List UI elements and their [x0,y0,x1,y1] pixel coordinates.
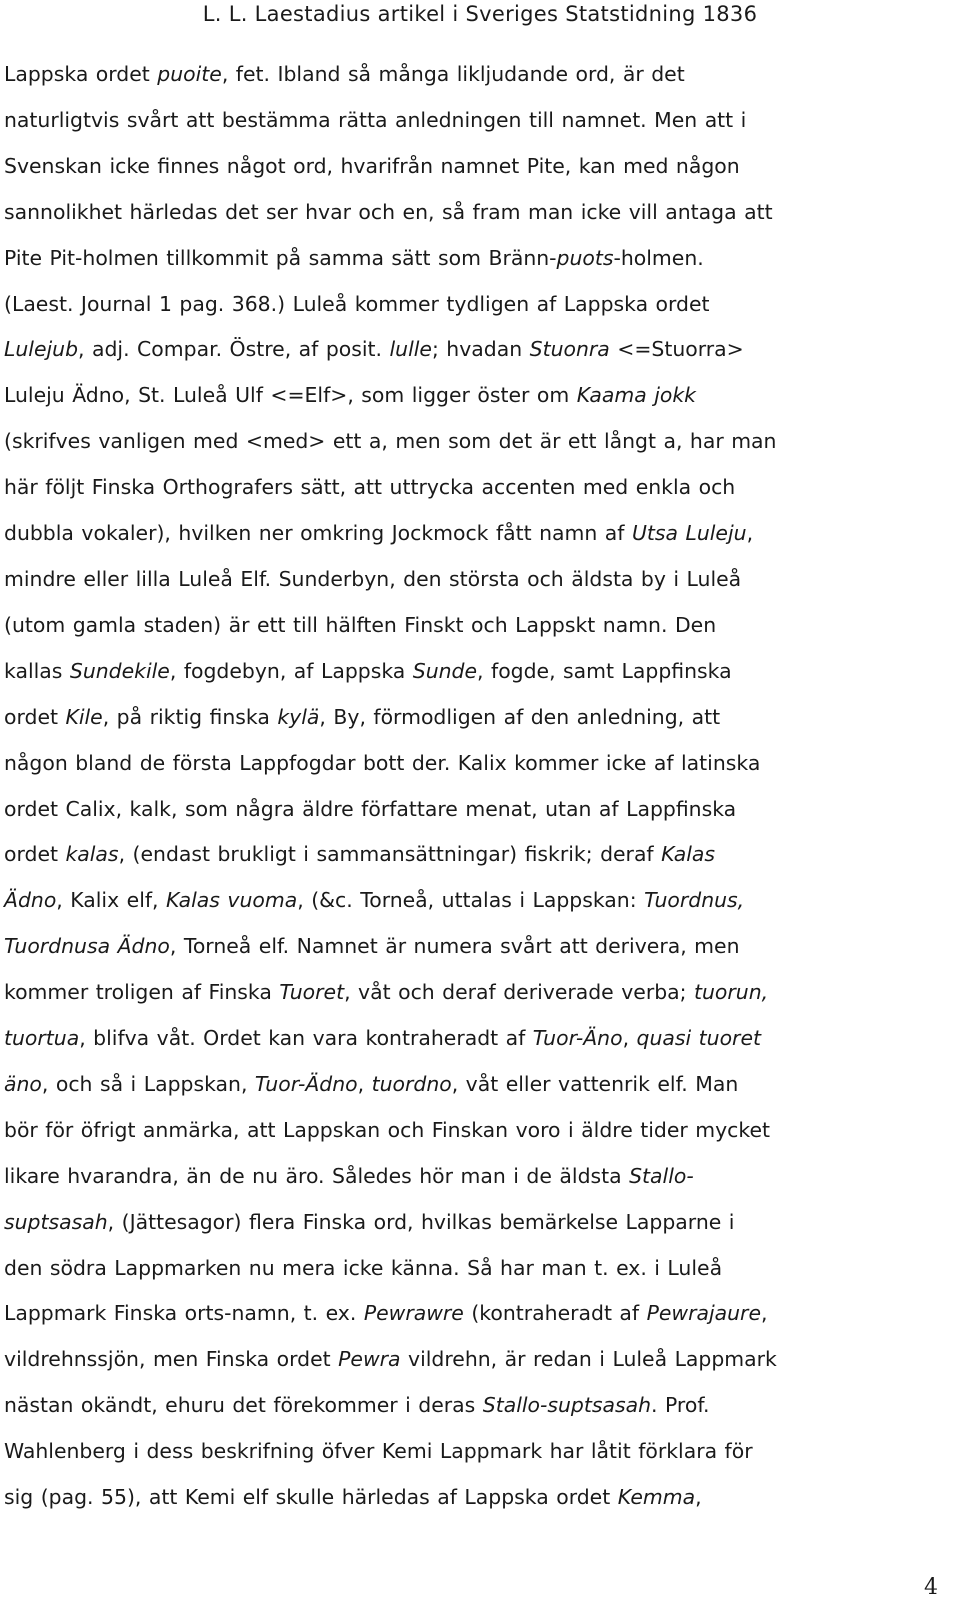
text-run: bör för öfrigt anmärka, att Lappskan och Finskan voro i äldre tider mycket [4,1117,770,1142]
text-run: kallas [4,658,70,683]
text-run: Lappmark Finska orts-namn, t. ex. [4,1301,364,1326]
text-run: (skrifves vanligen med <med> ett a, men som det är ett långt a, har man [4,429,777,454]
text-run: likare hvarandra, än de nu äro. Således hör man i de äldsta [4,1163,630,1188]
text-run: sannolikhet härledas det ser hvar och en, så fram man icke vill antaga att [4,199,773,224]
text-run: mindre eller lilla Luleå Elf. Sunderbyn, den största och äldsta by i Luleå [4,566,742,591]
text-run: Wahlenberg i dess beskrifning öfver Kemi Lappmark har låtit förklara för [4,1439,753,1464]
text-line [4,1291,939,1337]
text-run: dubbla vokaler), hvilken ner omkring Jockmock fått namn af [4,521,632,546]
text-line [4,282,939,328]
text-run: , [357,1071,372,1096]
italic-term: Stallo- [629,1163,694,1188]
italic-term: Pewra [338,1347,401,1372]
text-line [4,1246,939,1292]
italic-term: Tuoret [279,980,345,1005]
italic-term: Stallo-suptsasah [482,1393,652,1418]
italic-term: tuortua [4,1026,80,1051]
italic-term: Sundekile [69,658,170,683]
text-line [4,649,939,695]
text-run: (kontraheradt af [463,1301,647,1326]
text-line [4,603,939,649]
text-run: Lappska ordet [4,62,158,86]
text-line [4,1200,939,1246]
italic-term: Tuordnusa Ädno [4,934,170,959]
italic-term: Tuordnus, [644,888,745,913]
text-run: , fet. Ibland så många likljudande ord, är det [221,62,685,86]
text-line [4,98,939,144]
text-run: -holmen. [613,245,704,270]
page-header: L. L. Laestadius artikel i Sveriges Statstidning 1836 [202,2,758,26]
text-run: Pite Pit-holmen tillkommit på samma sätt som Bränn- [4,245,557,270]
text-run: , adj. Compar. Östre, af posit. [78,337,390,362]
italic-term: Kemma [617,1485,696,1510]
text-run: <=Stuorra> [609,337,744,362]
text-run: , [761,1301,768,1326]
text-line [4,1383,939,1429]
text-line [4,236,939,282]
italic-term: Lulejub [4,337,79,362]
italic-term: tuordno [371,1071,452,1096]
text-line [4,557,939,603]
text-run: , [695,1485,702,1510]
text-run: ordet [4,704,66,729]
text-line [4,419,939,465]
italic-term: puots [556,245,614,270]
italic-term: äno [4,1071,42,1096]
text-line [4,144,939,190]
text-run: ; hvadan [431,337,530,362]
text-run: , Torneå elf. Namnet är numera svårt att derivera, men [169,934,740,959]
text-run: ordet Calix, kalk, som några äldre författare menat, utan af Lappfinska [4,796,737,821]
italic-term: Tuor-Äno [532,1026,623,1051]
italic-term: Utsa Luleju [631,521,747,546]
text-run: , våt eller vattenrik elf. Man [451,1071,739,1096]
italic-term: tuorun, [694,980,769,1005]
article-body [4,52,939,1521]
text-line [4,511,939,557]
italic-term: Tuor-Ädno [254,1071,358,1096]
text-run: (utom gamla staden) är ett till hälften Finskt och Lappskt namn. Den [4,612,717,637]
text-run: , på riktig finska [102,704,278,729]
text-run: , (Jättesagor) flera Finska ord, hvilkas bemärkelse Lapparne i [107,1209,735,1234]
italic-term: lulle [389,337,432,362]
text-run: sig (pag. 55), att Kemi elf skulle härledas af Lappska ordet [4,1485,618,1510]
text-run: kommer troligen af Finska [4,980,280,1005]
italic-term: kalas [65,842,119,867]
italic-term: puoite [157,62,222,86]
text-line [4,373,939,419]
text-run: , Kalix elf, [56,888,166,913]
text-run: , (&c. Torneå, uttalas i Lappskan: [297,888,645,913]
text-run: . Prof. [651,1393,710,1418]
text-line [4,1016,939,1062]
text-line [4,832,939,878]
italic-term: Kaama jokk [576,383,696,408]
italic-term: Kile [65,704,103,729]
text-line [4,465,939,511]
italic-term: Sunde [412,658,478,683]
text-run: (Laest. Journal 1 pag. 368.) Luleå kommer tydligen af Lappska ordet [4,291,710,316]
text-line [4,52,939,98]
text-run: här följt Finska Orthografers sätt, att uttrycka accenten med enkla och [4,475,736,500]
text-line [4,190,939,236]
text-line [4,924,939,970]
text-line [4,1062,939,1108]
text-run: , fogdebyn, af Lappska [169,658,413,683]
text-run: ordet [4,842,66,867]
text-run: , våt och deraf deriverade verba; [344,980,694,1005]
italic-term: Pewrajaure [646,1301,761,1326]
text-run: nästan okändt, ehuru det förekommer i deras [4,1393,483,1418]
text-run: , (endast brukligt i sammansättningar) fiskrik; deraf [118,842,662,867]
text-run: Svenskan icke finnes något ord, hvarifrån namnet Pite, kan med någon [4,153,740,178]
text-run: vildrehn, är redan i Luleå Lappmark [400,1347,777,1372]
text-run: den södra Lappmarken nu mera icke känna. Så har man t. ex. i Luleå [4,1255,723,1280]
italic-term: kylä [277,704,320,729]
page-number: 4 [924,1575,938,1600]
text-run: Luleju Ädno, St. Luleå Ulf <=Elf>, som ligger öster om [4,383,577,408]
text-run: någon bland de första Lappfogdar bott der. Kalix kommer icke af latinska [4,750,761,775]
text-run: , och så i Lappskan, [41,1071,255,1096]
italic-term: suptsasah [4,1209,108,1234]
text-line [4,1108,939,1154]
italic-term: Stuonra [529,337,610,362]
text-run: naturligtvis svårt att bestämma rätta anledningen till namnet. Men att i [4,107,747,132]
text-run: , By, förmodligen af den anledning, att [319,704,721,729]
text-line [4,970,939,1016]
text-run: , [622,1026,637,1051]
text-line [4,327,939,373]
text-line [4,1475,939,1521]
italic-term: Pewrawre [363,1301,464,1326]
text-line [4,741,939,787]
text-line [4,1429,939,1475]
text-line [4,695,939,741]
italic-term: Kalas [661,842,716,867]
italic-term: quasi tuoret [636,1026,761,1051]
text-run: , fogde, samt Lappfinska [477,658,732,683]
text-run: , blifva våt. Ordet kan vara kontraheradt af [79,1026,533,1051]
italic-term: Kalas vuoma [166,888,298,913]
text-line [4,1337,939,1383]
text-line [4,1154,939,1200]
text-line [4,878,939,924]
text-run: vildrehnssjön, men Finska ordet [4,1347,339,1372]
text-line [4,787,939,833]
text-run: , [746,521,754,546]
italic-term: Ädno [4,888,57,913]
